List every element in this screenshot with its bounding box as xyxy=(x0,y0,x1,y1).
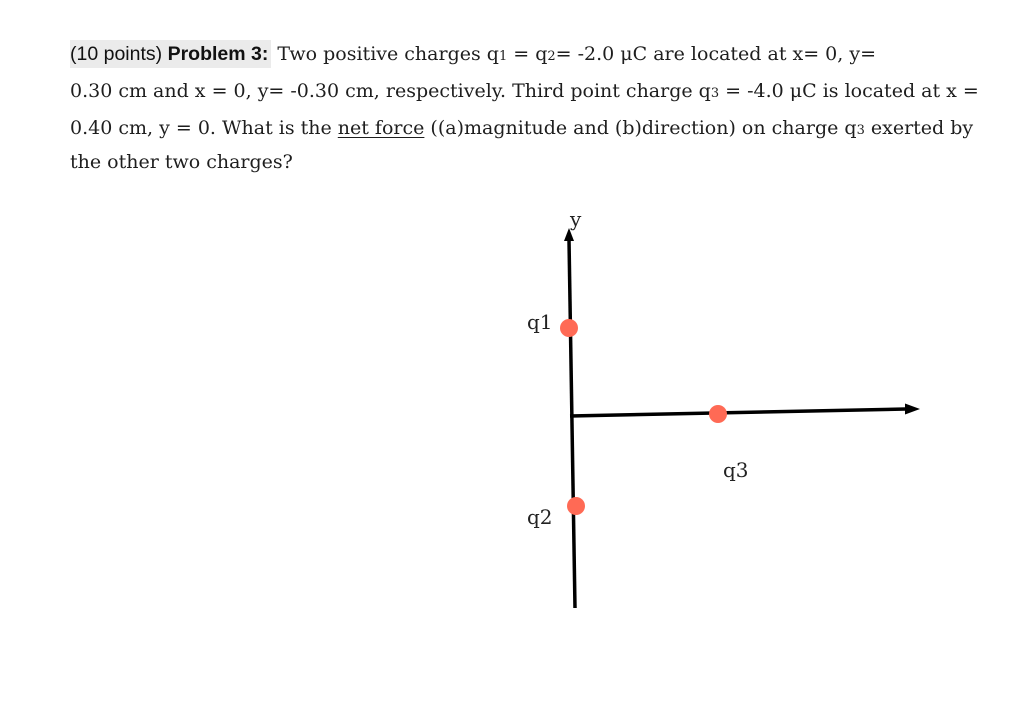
x-axis xyxy=(570,409,906,416)
x-axis-arrowhead xyxy=(905,404,920,415)
charge-q2-label: q2 xyxy=(527,505,553,529)
y-axis-label: y xyxy=(570,207,582,231)
text-fragment: the other two charges? xyxy=(70,151,293,173)
subscript: 3 xyxy=(710,86,720,101)
charge-q2-dot xyxy=(567,497,585,515)
subscript: 3 xyxy=(856,123,865,138)
text-fragment: = q xyxy=(507,43,548,65)
charge-q3-label: q3 xyxy=(723,458,749,482)
text-fragment: 0.40 cm, y = 0. What is the xyxy=(70,117,338,139)
points-label: (10 points) xyxy=(70,43,163,65)
underlined-net-force: net force xyxy=(337,117,425,139)
subscript: 1 xyxy=(498,49,508,64)
charge-q1-label: q1 xyxy=(527,310,553,334)
subscript: 2 xyxy=(547,49,556,64)
text-fragment: Two positive charges q xyxy=(277,43,499,65)
y-axis xyxy=(569,240,575,608)
charge-q3-dot xyxy=(709,405,727,423)
text-fragment: 0.30 cm and x = 0, y= -0.30 cm, respectively. Third point charge q xyxy=(70,80,711,102)
problem-number: Problem 3: xyxy=(167,43,269,65)
text-fragment: = -4.0 μC is located at x = xyxy=(719,80,979,102)
text-fragment: = -2.0 μC are located at x= 0, y= xyxy=(555,43,876,65)
text-fragment: ((a)magnitude and (b)direction) on charge q xyxy=(424,117,857,139)
charge-q1-dot xyxy=(560,319,578,337)
text-fragment: exerted by xyxy=(864,117,974,139)
